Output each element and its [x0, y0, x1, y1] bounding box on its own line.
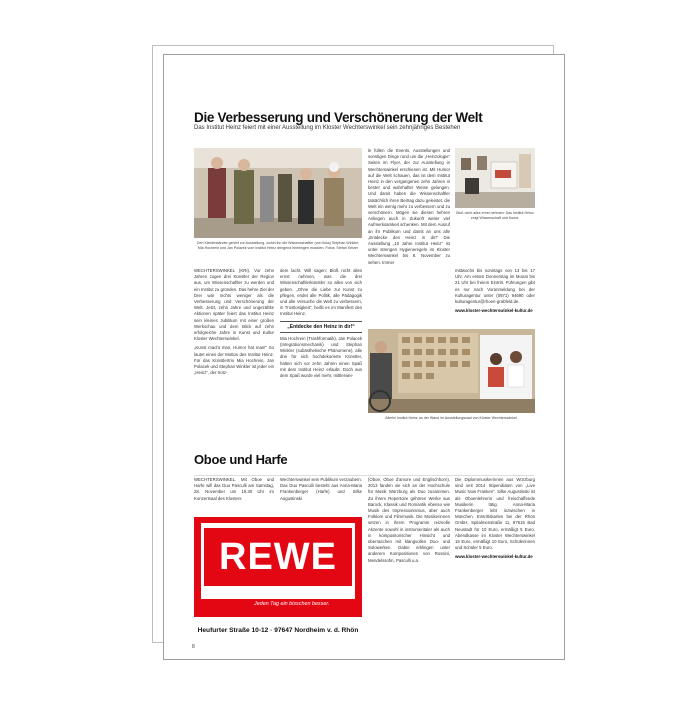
photo-exhibition-image [455, 148, 535, 208]
photo-caption-2: Bloß nicht alles ernst nehmen: Das Institut Heinz zeigt Wissenschaft und Kunst. [456, 211, 534, 220]
article1-paragraph: dem lacht. Will sagen: Bloß nicht alles ernst nehmen, was die drei Wissenschaftlerkünstler so alles von sich geben. „Ohne die Liebe zur Kunst zu pflegen, endet alle Politik, alle Pädagogik und alle Versuche die Welt zu verbessern, in Trostlosigkeit“, heißt es im Manifest des Institut Heinz. [280, 268, 362, 317]
article1-url: www.kloster-wechterswinkel-kultur.de [455, 308, 533, 314]
headline-box: „Entdecke den Heinz in dir!“ [280, 321, 362, 333]
article1-paragraph: mittwochs bis sonntags von 13 bis 17 Uhr. Am ersten Donnerstag im Monat bis 21 Uhr bei freiem Eintritt. Führungen gibt es nur nach Voranmeldung bei der Kulturagentur unter (0971) 94690 oder kulturagentur@rhoen-grabfeld.de. [455, 268, 535, 305]
article2-paragraph: Wechterswinkel sein Publikum verzaubern. Das Duo Pasculli besteht aus Anna-Maria Frankenberger (Harfe) und Silke Augustinski [280, 477, 362, 501]
photo-exhibition-object [455, 148, 535, 208]
magazine-page [163, 54, 565, 660]
photo-gallery-wall [368, 329, 535, 413]
rewe-advertisement [194, 517, 362, 644]
photo-caption-1: Den Kleiderständer gehört zur Ausstellung, wohin ihn die Wissenschaftler (von links) Stephan Winkler, Mia Hochrein und Jan Polacek vom Institut Heinz dringend hinbringen mussten. Fotos: Stefan Kritzer [196, 241, 360, 250]
article2-column-2 [280, 477, 362, 505]
article-subtitle: Das Institut Heinz feiert mit einer Ausstellung im Kloster Wechterswinkel sein zehnjähriges Bestehen [194, 125, 461, 131]
rewe-logo: REWE [204, 528, 352, 586]
article-title: Die Verbesserung und Verschönerung der Welt [194, 110, 483, 125]
rewe-slogan: Jeden Tag ein bisschen besser. [254, 601, 330, 607]
photo-artists-with-coat-rack [194, 148, 362, 238]
article1-column-2 [280, 268, 362, 382]
page-number: 8 [192, 644, 195, 650]
article1-column-1 [194, 268, 274, 379]
article2-column-3 [368, 477, 450, 567]
article1-paragraph: WECHTERSWINKEL (KRI). Vor zehn Jahren zogen drei Künstler der Region aus, um Wissenschaftler zu werden und ein Institut zu gründen. Das hehre Ziel der Drei war nichts weniger als die Verbesserung und Verschönerung der Welt. Jetzt, zehn Jahre und ungezählte Aktionen später feiert das Institut Heinz sein kleines Jubiläum mit einer großen Werkschau und dem Blick auf zehn erfolgreiche Jahre in Kunst und Kultur Kloster Wechterswinkel. [194, 268, 275, 342]
divider [194, 475, 534, 476]
photo-caption-3: Allerlei Institut Heinz an der Wand im Ausstellungssaal von Kloster Wechterswinkel. [385, 416, 518, 420]
article1-column-4 [455, 268, 535, 317]
article1-paragraph: le füllen die Events, Ausstellungen und sonstigen Dinge rund um die „Heinzologie“ Seiten im Flyer, der zur Ausstellung in Wechterswinkel erschienen ist. Mit Humor auf die Welt schauen, das ist dem Institut Heinz in den vergangenen zehn Jahren in bester und wahrhafter Weise gelungen. Und damit haben die Wissenschaftler tatsächlich ihren Beitrag dazu geleistet, die Welt ein wenig mehr zu verbessern und zu verschönern. Mögen sie diesen hehren Anliegen auch in Zukunft weiter viel Aufmerksamkeit schenken. Mit dem Ausruf an ihr Publikum und damit an uns alle „Entdecke den Heinz in dir!“ Die Ausstellung „10 Jahre Institut Heinz“ ist unter strengen Hygieneregeln im Kloster Wechterswinkel bis 8. November zu sehen. Immer [368, 148, 450, 265]
article1-paragraph: „Kunst macht man, Humor hat man!“ So lautet eines der Mottos des Institut Heinz. Für das Künstlertrio Mia Hochrein, Jan Polacek und Stephan Winkler ist jeder ein „Heinz“, der trotz- [194, 345, 274, 376]
article2-paragraph: Die Diplommusikerinnen aus Würzburg sind seit 2014 Stipendiaten von „Live Music Now Franken“. Silke Augustinski ist als Oboenlehrerin und freischaffende Musikerin tätig. Anna-Maria Frankenberger lebt inzwischen in München. Eintrittskarten bei der Rhön GmbH, Spitalmenstraße 11, 97616 Bad Neustadt für 10 Euro, ermäßigt 5 Euro. Abendkasse im Kloster Wechterswinkel 15 Euro, ermäßigt 10 Euro, Schülerinnen und Schüler 5 Euro. [455, 477, 535, 551]
photo-artists-image [194, 148, 362, 238]
article1-column-3 [368, 148, 450, 269]
article2-paragraph: WECHTERSWINKEL. Mit Oboe und Harfe will das Duo Pasculli am Samstag, 28. November um 19.30 Uhr im Konzertsaal des Klosters [194, 477, 274, 501]
rewe-address: Heufurter Straße 10-12 · 97647 Nordheim v. d. Rhön [194, 617, 362, 644]
article2-column-4 [455, 477, 535, 564]
article2-column-1 [194, 477, 274, 505]
article2-paragraph: (Oboe, Oboe d'amore und Englischhorn). 2013 fanden sie sich an der Hochschule für Musik Würzburg als Duo zusammen. Zu ihrem Repertoire gehören Werke aus Barock, Klassik und Romantik ebenso wie Musik des Impressionismus, aber auch Folklore und Filmmusik. Die Musikerinnen setzen in ihrem Programm reizvolle Akzente sowohl in instrumentaler als auch in kompositorischer Hinsicht und überraschen mit klangvollen Duo- und Solowerken. Dabei erklingen unter anderem Kompositionen von Rossini, Mendelssohn, Pasculli u.a. [368, 477, 450, 563]
photo-gallery-wall-image [368, 329, 535, 413]
article2-url: www.kloster-wechterswinkel-kultur.de [455, 554, 533, 560]
article2-title: Oboe und Harfe [194, 452, 288, 467]
article1-paragraph: Mia Hochrein (Trashformatik), Jan Polacek (Integrationsmechanik) und Stephan Winkler (subästhetische Phänomene), alle drei für sich hochdekorierte Künstler, hatten sich vor zehn Jahren einen Spaß mit dem Institut Heinz erlaubt. Doch aus dem Spaß wurde viel mehr, mittlerwei- [280, 335, 362, 379]
